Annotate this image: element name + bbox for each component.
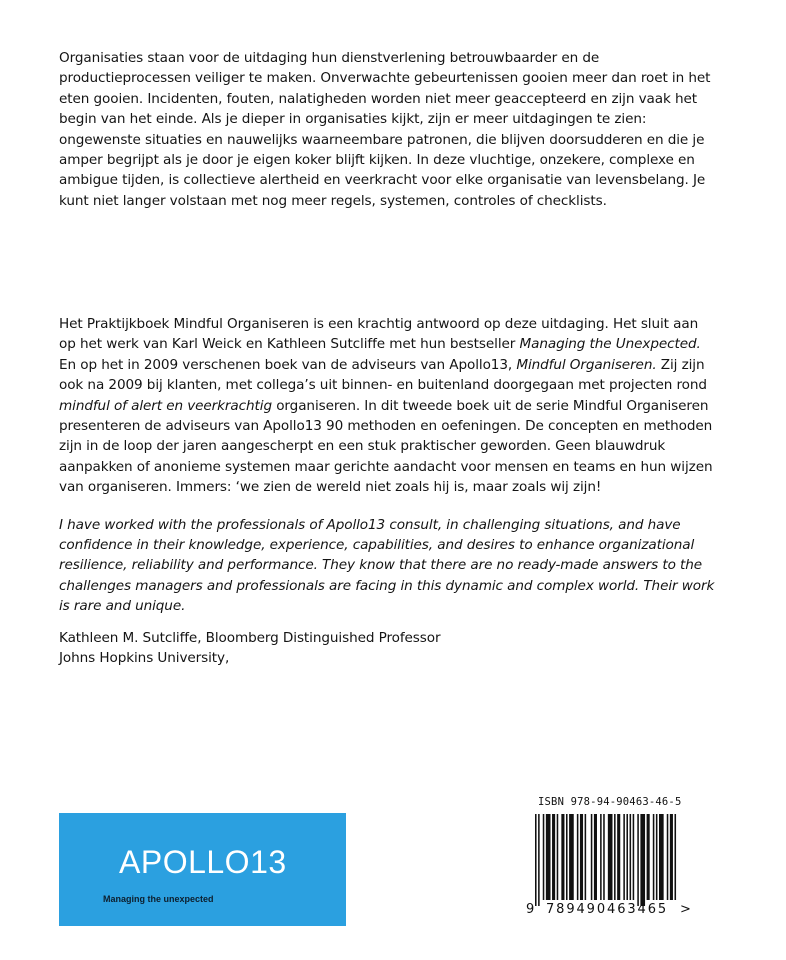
desc-text-2: En op het in 2009 verschenen boek van de adviseurs van Apollo13,	[59, 356, 517, 373]
intro-paragraph: Organisaties staan voor de uitdaging hun dienstverlening betrouwbaarder en de productieprocessen veiliger te maken. Onverwachte gebeurtenissen gooien meer dan roet in het eten gooien. Incidenten, fouten, nalatigheden worden niet meer geaccepteerd en zijn vaak het begin van het einde. Als je dieper in organisaties kijkt, zijn er meer uitdagingen te zien: ongewenste situaties en nauwelijks waarneembare patronen, die blijven doorsudderen en die je amper begrijpt als je door je eigen koker blijft kijken. In deze vluchtige, onzekere, complexe en ambigue tijden, is collectieve alertheid en veerkracht voor elke organisatie van levensbelang. Je kunt niet langer volstaan met nog meer regels, systemen, controles of checklists.	[59, 50, 711, 209]
apollo13-logo	[59, 813, 346, 926]
desc-text-3: Zij zijn ook na 2009 bij klanten, met collega’s uit binnen- en buitenland doorgegaan met projecten rond	[59, 356, 707, 394]
barcode-first-digit: 9	[526, 902, 537, 917]
author-affiliation: Johns Hopkins University,	[59, 650, 230, 667]
desc-emphasis: mindful of alert en veerkrachtig	[59, 397, 272, 414]
desc-text-4: organiseren. In dit tweede boek uit de serie Mindful Organiseren presenteren de adviseurs van Apollo13 90 methoden en oefeningen. De concepten en methoden zijn in de loop der jaren aangescherpt en een stuk praktischer geworden. Geen blauwdruk aanpakken of anonieme systemen maar gerichte aandacht voor mensen en teams en hun wijzen van organiseren. Immers: ‘we zien de wereld niet zoals hij is, maar zoals wij zijn!	[59, 397, 713, 496]
desc-text-1: Het Praktijkboek Mindful Organiseren is een krachtig antwoord op deze uitdaging. Het sluit aan op het werk van Karl Weick en Kathleen Sutcliffe met hun bestseller	[59, 316, 699, 353]
logo-wordmark: APOLLO13	[119, 844, 287, 880]
isbn-label: ISBN 978-94-90463-46-5	[538, 796, 682, 808]
desc-title-mindful: Mindful Organiseren.	[516, 356, 657, 373]
desc-title-managing: Managing the Unexpected.	[519, 336, 701, 353]
logo-tagline: Managing the unexpected	[103, 894, 214, 904]
back-cover-text	[59, 48, 719, 669]
barcode-digits: 789490463465	[546, 902, 669, 917]
endorsement-author	[59, 628, 719, 669]
author-name: Kathleen M. Sutcliffe, Bloomberg Distinguished Professor	[59, 629, 441, 646]
barcode-icon	[533, 814, 683, 906]
endorsement-quote: I have worked with the professionals of Apollo13 consult, in challenging situations, and have confidence in their knowledge, experience, capabilities, and desires to enhance organizational resilience, reliability and performance. They know that there are no ready-made answers to the challenges managers and professionals are facing in this dynamic and complex world. Their work is rare and unique.	[59, 516, 715, 615]
book-description-paragraph	[59, 314, 719, 498]
barcode-arrow: >	[680, 902, 691, 917]
